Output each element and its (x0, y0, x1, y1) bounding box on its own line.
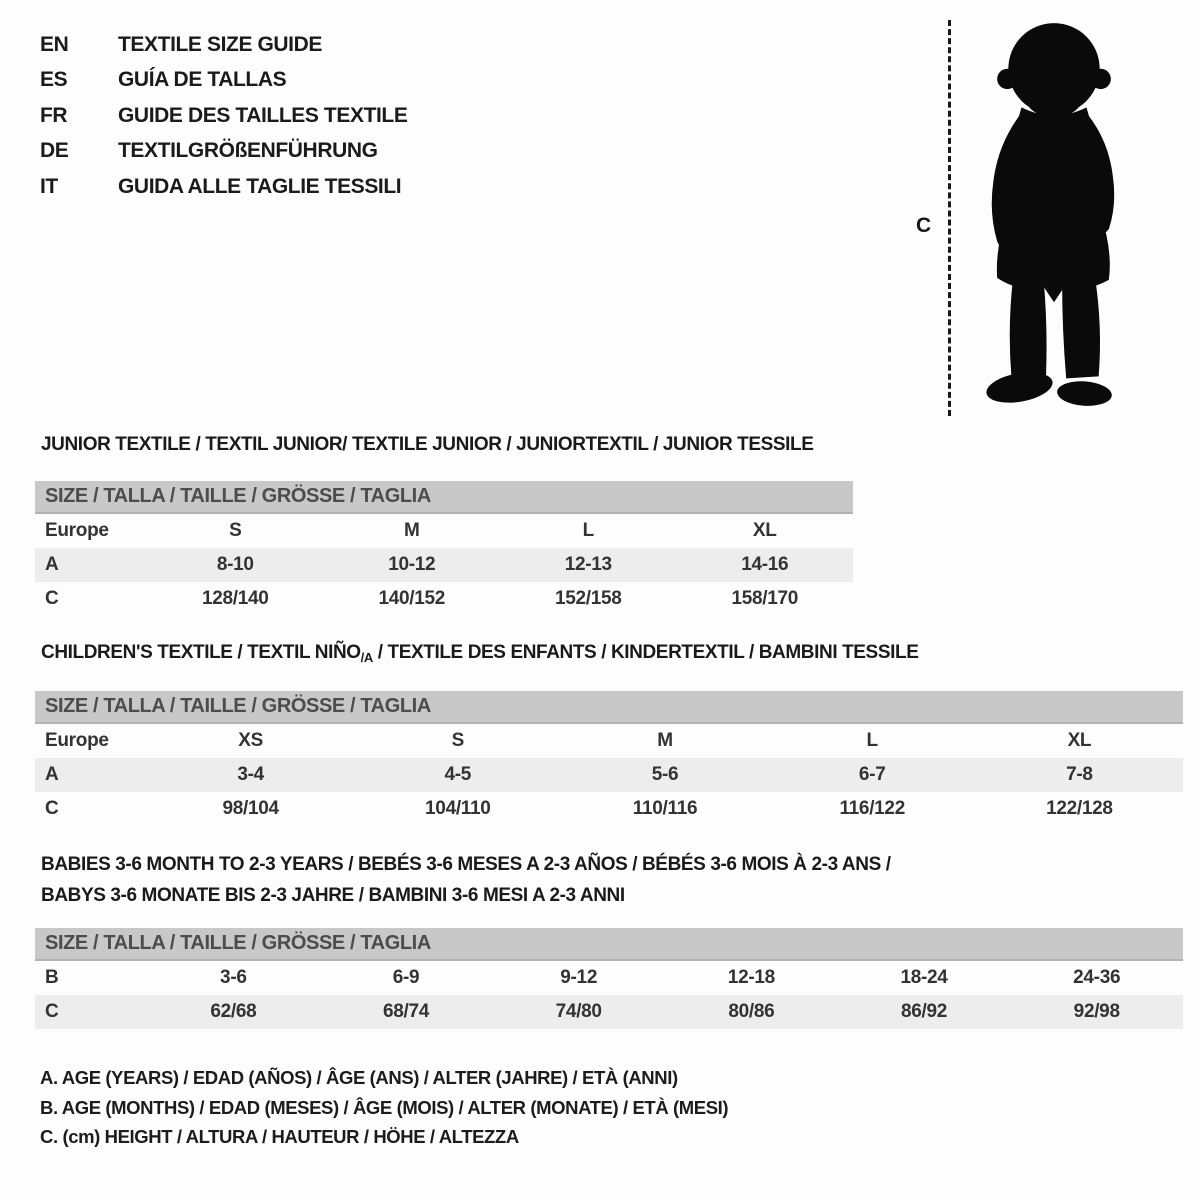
legend-line: B. AGE (MONTHS) / EDAD (MESES) / ÂGE (MOIS) / ALTER (MONATE) / ETÀ (MESI) (40, 1096, 729, 1118)
measure-c-label: C (916, 214, 932, 237)
babies-title-line1: BABIES 3-6 MONTH TO 2-3 YEARS / BEBÉS 3-6 MESES A 2-3 AÑOS / BÉBÉS 3-6 MOIS À 2-3 ANS / (41, 854, 891, 875)
row-label: C (45, 1001, 59, 1022)
row-label: C (45, 798, 59, 819)
row-label: B (45, 967, 59, 988)
table-cell: 128/140 (201, 588, 269, 609)
junior-size-table (35, 481, 853, 616)
table-cell: 104/110 (425, 798, 491, 819)
table-cell: 62/68 (210, 1001, 257, 1022)
table-row (35, 514, 853, 548)
table-cell: 3-6 (220, 967, 247, 988)
babies-section-title (35, 849, 1183, 911)
table-cell: XL (752, 520, 777, 541)
table-row (35, 995, 1183, 1029)
junior-section-title: JUNIOR TEXTILE / TEXTIL JUNIOR/ TEXTILE JUNIOR / JUNIORTEXTIL / JUNIOR TESSILE (41, 434, 814, 455)
table-cell: 92/98 (1073, 1001, 1120, 1022)
children-table-body (35, 724, 1183, 826)
table-cell: 24-36 (1073, 967, 1121, 988)
table-cell: S (229, 520, 242, 541)
row-label: A (45, 764, 59, 785)
table-cell: 86/92 (901, 1001, 948, 1022)
size-header-bar: SIZE / TALLA / TAILLE / GRÖSSE / TAGLIA (35, 691, 1183, 724)
row-label: Europe (45, 730, 109, 751)
table-cell: XS (238, 730, 263, 751)
legend-list (40, 1063, 728, 1152)
language-row (40, 27, 407, 63)
language-row (40, 63, 407, 99)
junior-table-body (35, 514, 853, 616)
table-cell: 14-16 (741, 554, 789, 575)
table-cell: M (657, 730, 673, 751)
table-cell: 110/116 (632, 798, 698, 819)
table-row (35, 792, 1183, 826)
table-cell: L (582, 520, 594, 541)
title-subscript: /A (360, 650, 373, 665)
section-babies-textile (35, 849, 1183, 1029)
language-label: TEXTILE SIZE GUIDE (118, 32, 322, 56)
table-row (35, 961, 1183, 995)
section-children-textile (35, 642, 1183, 826)
language-row (40, 134, 407, 170)
legend-line: A. AGE (YEARS) / EDAD (AÑOS) / ÂGE (ANS) / ALTER (JAHRE) / ETÀ (ANNI) (40, 1067, 678, 1088)
table-row (35, 724, 1183, 758)
title-text: / TEXTILE DES ENFANTS / KINDERTEXTIL / BAMBINI TESSILE (372, 642, 919, 663)
table-cell: 8-10 (216, 554, 254, 575)
table-cell: 18-24 (900, 967, 948, 988)
title-text: CHILDREN'S TEXTILE / TEXTIL NIÑO (41, 642, 361, 663)
table-cell: 6-7 (858, 764, 886, 785)
table-row (35, 758, 1183, 792)
babies-title-line2: BABYS 3-6 MONATE BIS 2-3 JAHRE / BAMBINI 3-6 MESI A 2-3 ANNI (41, 885, 625, 906)
language-label: TEXTILGRÖßENFÜHRUNG (118, 139, 378, 163)
language-label: GUÍA DE TALLAS (118, 68, 287, 92)
table-cell: 80/86 (728, 1001, 775, 1022)
row-label: C (45, 588, 59, 609)
table-cell: 152/158 (554, 588, 622, 609)
language-code: EN (40, 32, 69, 56)
table-cell: 5-6 (651, 764, 679, 785)
table-cell: S (451, 730, 464, 751)
language-code: ES (40, 68, 68, 92)
row-label: Europe (45, 520, 109, 541)
babies-size-table (35, 928, 1183, 1029)
language-code: DE (40, 139, 69, 163)
language-label: GUIDE DES TAILLES TEXTILE (118, 103, 408, 127)
table-cell: 98/104 (222, 798, 279, 819)
table-cell: 158/170 (731, 588, 799, 609)
language-list (40, 27, 407, 205)
table-cell: L (866, 730, 878, 751)
table-cell: 10-12 (388, 554, 436, 575)
height-measure-figure (900, 14, 1170, 426)
language-label: GUIDA ALLE TAGLIE TESSILI (118, 174, 402, 198)
table-cell: 12-13 (564, 554, 612, 575)
table-cell: 9-12 (560, 967, 598, 988)
babies-table-body (35, 961, 1183, 1029)
table-cell: M (403, 520, 420, 541)
height-measure-dashed-line (948, 20, 951, 416)
language-code: FR (40, 103, 68, 127)
size-header-bar: SIZE / TALLA / TAILLE / GRÖSSE / TAGLIA (35, 481, 853, 514)
table-row (35, 582, 853, 616)
language-row (40, 98, 407, 134)
children-size-table (35, 691, 1183, 826)
language-row (40, 169, 407, 205)
table-cell: XL (1067, 730, 1092, 751)
children-section-title (35, 642, 1183, 669)
row-label: A (45, 554, 59, 575)
table-cell: 74/80 (555, 1001, 602, 1022)
section-junior-textile (35, 434, 853, 616)
legend-line: C. (cm) HEIGHT / ALTURA / HAUTEUR / HÖHE / ALTEZZA (40, 1126, 519, 1147)
table-cell: 68/74 (382, 1001, 430, 1022)
table-row (35, 548, 853, 582)
table-cell: 122/128 (1046, 798, 1113, 819)
size-header-bar: SIZE / TALLA / TAILLE / GRÖSSE / TAGLIA (35, 928, 1183, 961)
table-cell: 12-18 (727, 967, 775, 988)
table-cell: 6-9 (392, 967, 420, 988)
table-cell: 7-8 (1066, 764, 1093, 785)
language-code: IT (40, 174, 58, 198)
table-cell: 4-5 (444, 764, 472, 785)
table-cell: 116/122 (839, 798, 905, 819)
table-cell: 140/152 (378, 588, 446, 609)
baby-silhouette-icon (962, 16, 1146, 422)
table-cell: 3-4 (237, 764, 264, 785)
